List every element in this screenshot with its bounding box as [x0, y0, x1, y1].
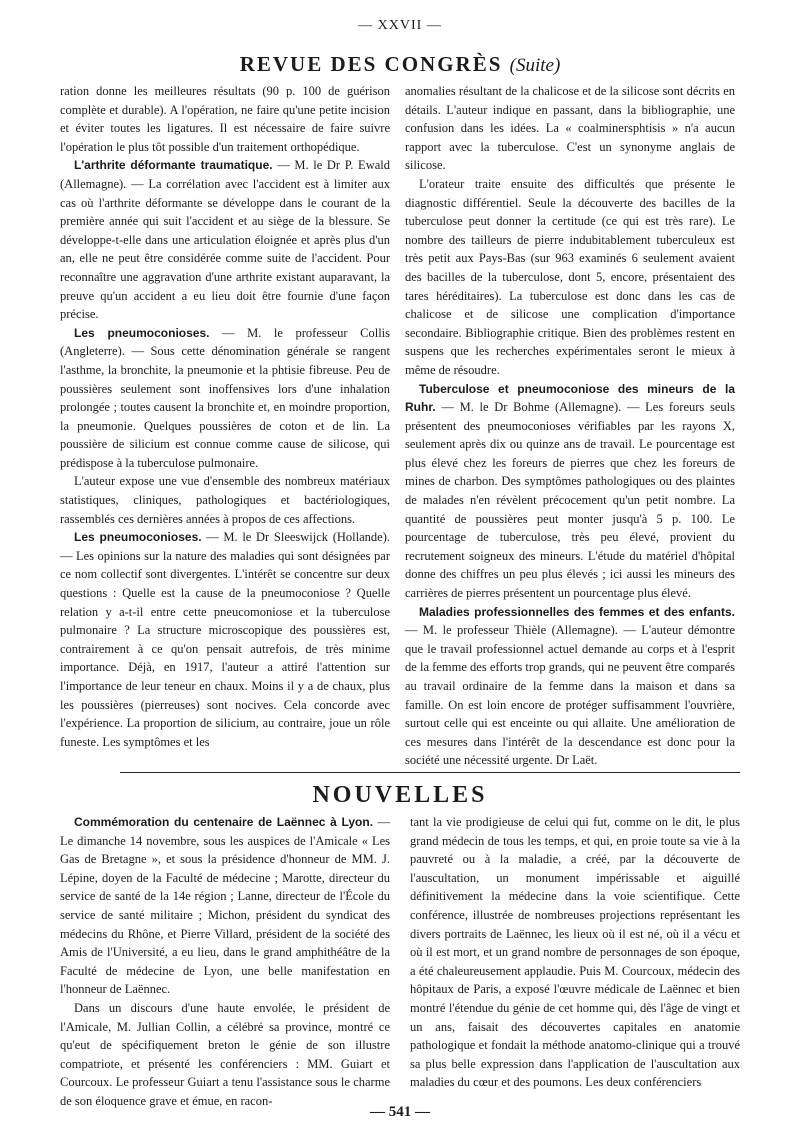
article-author: — M. le Dr P. Ewald (Allemagne). [60, 158, 390, 191]
article-text: — La corrélation avec l'accident est à limiter aux cas où l'arthrite déformante se développe dans le courant de la première année qui suit l'accident et au siège de la blessure. Se développe-t-elle dans une articulation éloignée et après plus d'un an, elle ne peut être considérée comme suite de l'accident. Pour reconnaître une aggravation d'une arthrite existant auparavant, la preuve qu'un accident a eu lieu doit être fournie d'une façon précise. [60, 176, 391, 322]
paragraph: anomalies résultant de la chalicose et de la silicose sont décrits en détails. L'auteur indique en passant, dans la bibliographie, une confusion dans les idées. La « coalminersphtisis » n'a aucun rapport avec la tuberculose. C'est un synonyme anglais de silicose. [405, 84, 735, 173]
article-text: — Les foreurs seuls présentent des pneumoconioses vérifiables par les rayons X, seulement après dix ou quinze ans de travail. Le pourcentage est plus élevé chez les foreurs de pierres que chez les foreurs de mines de charbon. Des symptômes pathologiques ou des plaintes de malades n'en révèlent précocement qu'un petit nombre. La quantité de poussières peut monter jusqu'à 5 p. 100. Le pourcentage de tuberculose, très peu élevé, provient du recrutement soigneux des mineurs. L'étude du matériel d'hôpital donne des chiffres un peu plus élevés ; ici aussi les mineurs des carrières de pierres présentent un pourcentage plus élevé. [405, 400, 735, 601]
news-heading: Commémoration du centenaire de Laënnec à Lyon. [74, 815, 374, 829]
column-left [60, 82, 390, 751]
column-right [405, 82, 735, 770]
article-heading: Tuberculose et pneumoconiose des mineurs de la Ruhr. [405, 381, 735, 415]
paragraph: L'auteur expose une vue d'ensemble des nombreux matériaux statistiques, cliniques, pathologiques et bactériologiques, rassemblés ces dernières années à propos de ces affections. [60, 474, 390, 526]
section-divider [120, 772, 740, 773]
article-text: — Les opinions sur la nature des maladies qui sont désignées par ce nom collectif sont divergentes. L'intérêt se concentre sur deux questions : Quelle est la cause de la pneumoconiose ? Quelle relation y a-t-il entre cette pneucomoniose et la tuberculose pulmonaire ? La structure microscopique des poussières est, contrairement à ce qu'on pensait autrefois, de très minime importance. Déjà, en 1917, l'auteur a attiré l'attention sur l'importance de leur teneur en chaux. Moins il y a de chaux, plus les poussières (pierreuses) sont nocives. Cela concorde avec l'expérience. La proportion de silicium, au contraire, joue un rôle funeste. Les symptômes et les [60, 548, 390, 749]
article-heading: Maladies professionnelles des femmes et des enfants. [419, 604, 735, 619]
running-title [0, 52, 800, 77]
article-pneumoconioses-sleeswijck [60, 528, 390, 751]
paragraph: ration donne les meilleures résultats (90 p. 100 de guérison complète et durable). A l'opération, ne faire qu'une petite incision et éviter toutes les ligatures. Il est nécessaire de faire suivre l'opération le plus tôt possible d'un traitement orthopédique. [60, 84, 390, 154]
article-heading: Les pneumoconioses. [74, 325, 210, 340]
article-text: — L'auteur démontre que le travail professionnel actuel demande au corps et à l'esprit de la femme des efforts trop grands, qui ne peuvent être comparés au travail ordinaire de la femme dans la maison et dans sa famille. On est loin encore de protéger suffisamment l'ouvrière, surtout celle qui est enceinte ou qui allaite. Une amélioration de ces mesures dans l'intérêt de la descendance est donc pour la société une nécessité urgente. [405, 623, 735, 768]
article-tuberculose-ruhr [405, 380, 735, 603]
paragraph: Dans un discours d'une haute envolée, le président de l'Amicale, M. Jullian Collin, a célébré sa province, montré ce qu'eut de spécifiquement breton le génie de son illustre compatriote, et présenté les conférenciers : MM. Guiart et Courcoux. Le professeur Guiart a tenu l'assistance sous le charme de son éloquence grave et émue, en racon- [60, 1000, 390, 1108]
page-number-roman: — XXVII — [358, 18, 442, 33]
paragraph: tant la vie prodigieuse de celui qui fut, comme on le dit, le plus grand médecin de tous les temps, et qui, en proie toute sa vie à la pauvreté ou à la maladie, a créé, par la découverte de l'auscultation, un monument impérissable et aiguillé définitivement la médecine dans la voie scientifique. Cette conférence, illustrée de nombreuses projections représentant les divers portraits de Laënnec, les lieux où il est né, où il a vécu et où il est mort, et un grand nombre de personnages de son époque, a été chaleureusement applaudie. Puis M. Courcoux, médecin des hôpitaux de Paris, a exposé l'œuvre médicale de Laënnec et bien montré l'étendue du génie de cet homme qui, dès l'âge de vingt et un ans, faisait des découvertes capitales en anatomie pathologique et fondait la méthode anatomo-clinique qui a trouvé sa plus belle expression dans l'application de l'auscultation aux maladies du cœur et des poumons. Les deux conférenciers [410, 815, 740, 1090]
article-author: — M. le Dr Sleeswijck (Hollande). [206, 530, 390, 545]
running-title-suite: (Suite) [509, 55, 561, 76]
paragraph: L'orateur traite ensuite des difficultés que présente le diagnostic différentiel. Seule la découverte des bacilles de la tuberculose peut donner la certitude (ce qui est très rare). Le nombre des tailleurs de pierre indubitablement tuberculeux est très petit aux Pays-Bas (sur 963 examinés 6 seulement avaient des bacilles de la tuberculose, dont 5, encore, présentaient des tares héréditaires). La tuberculose est donc dans les cas de chalicose et de silicose une complication d'importance secondaire. Bibliographie critique. Bien des problèmes restent en suspens que les recherches expérimentales seront le mieux à même de résoudre. [405, 176, 735, 377]
article-pneumoconioses-collis [60, 324, 390, 473]
article-heading: Les pneumoconioses. [74, 530, 202, 545]
news-laennec [60, 813, 390, 999]
article-author: — M. le professeur Collis (Angleterre). [60, 325, 391, 359]
article-author: — M. le Dr Bohme (Allemagne). [441, 400, 622, 415]
news-column-right [410, 813, 740, 1092]
article-arthrite [60, 156, 390, 323]
article-maladies-femmes [405, 603, 735, 770]
news-text: — Le dimanche 14 novembre, sous les auspices de l'Amicale « Les Gas de Bretagne », et sous la présidence d'honneur de MM. J. Lépine, doyen de la Faculté de médecine ; Marotte, directeur du service de santé de la 14e région ; Lanne, directeur de l'École du service de santé militaire ; Michon, président du syndicat des médecins du Rhône, et Pierre Villard, président de la société des Amis de l'Université, a eu lieu, dans le grand amphithéâtre de la Faculté de médecine de Lyon, une belle manifestation en l'honneur de Laënnec. [60, 815, 391, 997]
section-title-nouvelles: NOUVELLES [312, 782, 488, 808]
article-text: — Sous cette dénomination générale se rangent l'asthme, la bronchite, la pneumonie et la phtisie fibreuse. Peu de poussières seulement sont inoffensives lors d'une inhalation prolongée ; toutes causent la bronchite et, en moindre proportion, la pneumonie. Quelques poussières de coton et de lin. La poussière de silicium est connue comme cause de silicose, qui prédispose à la tuberculose pulmonaire. [60, 344, 390, 470]
news-column-left [60, 813, 390, 1111]
article-author: — M. le professeur Thièle (Allemagne). [405, 623, 618, 638]
page-number: — 541 — [370, 1104, 430, 1120]
signature: Dr Laët. [555, 753, 598, 768]
running-title-text: REVUE DES CONGRÈS [239, 52, 503, 76]
article-heading: L'arthrite déformante traumatique. [74, 158, 273, 173]
